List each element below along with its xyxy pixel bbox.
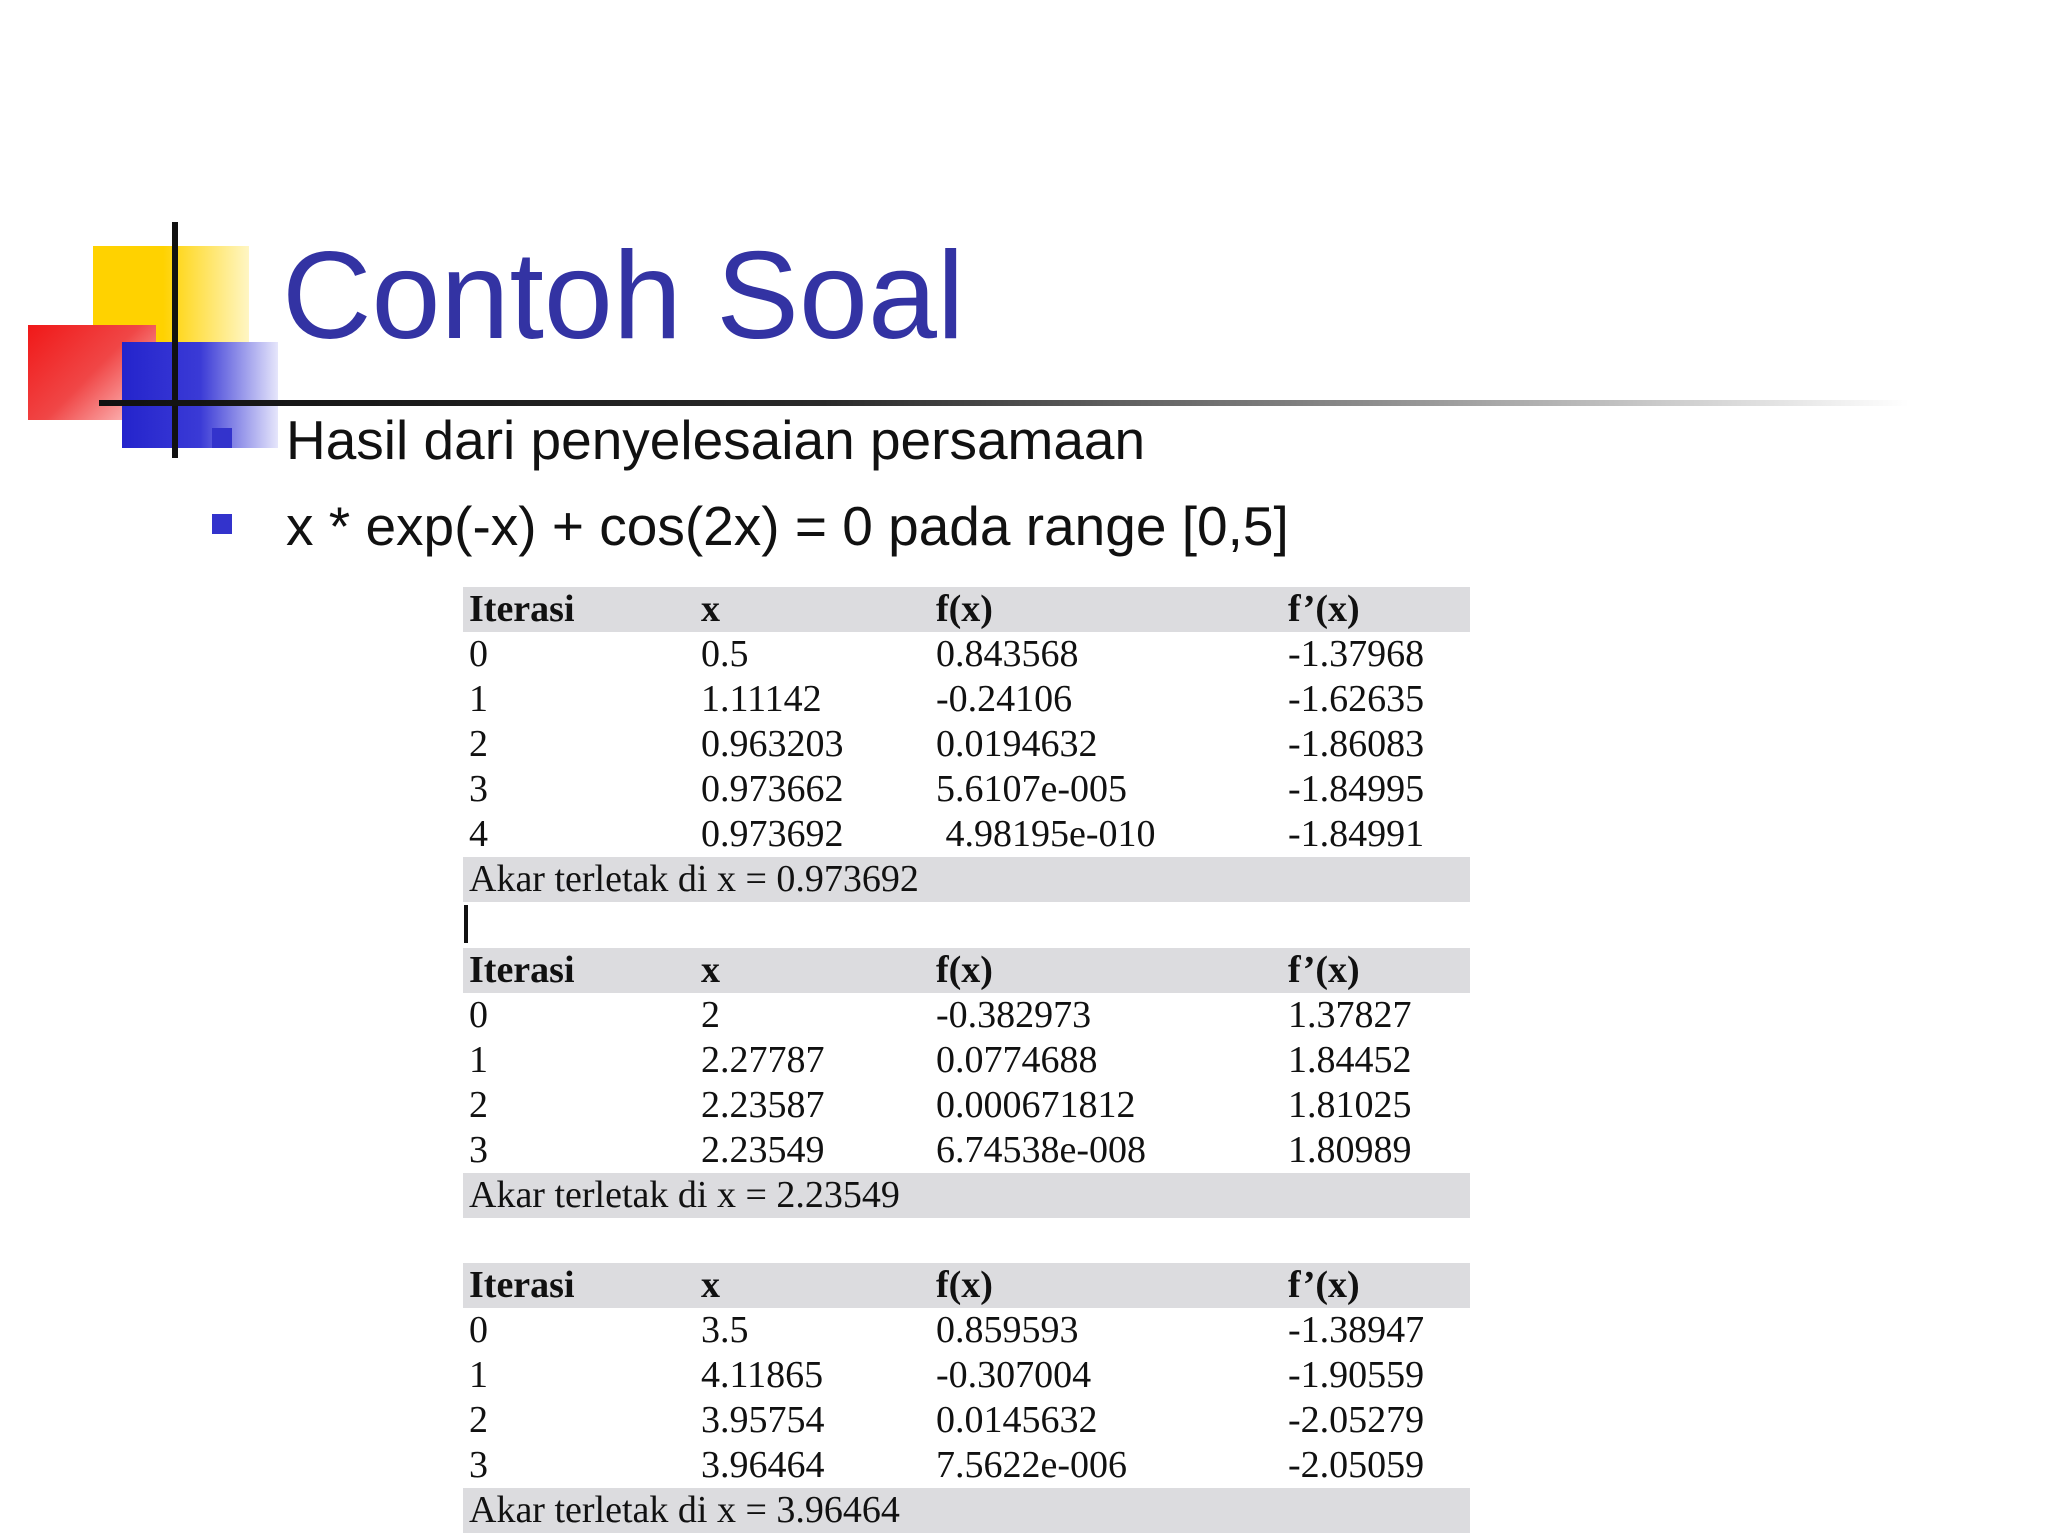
table-row — [463, 1083, 1470, 1128]
root-result-text: Akar terletak di x = 2.23549 — [469, 1174, 900, 1216]
table-header-row — [463, 948, 1470, 993]
table-cell: -0.382973 — [936, 994, 1092, 1036]
header-cell: f(x) — [936, 588, 993, 630]
bullet-square-icon — [212, 428, 232, 448]
table-cell: -0.24106 — [936, 678, 1073, 720]
table-cell: 1.81025 — [1288, 1084, 1412, 1126]
table-cell: -1.84995 — [1288, 768, 1425, 810]
header-cell: f’(x) — [1288, 1264, 1360, 1306]
table-cell: -1.37968 — [1288, 633, 1425, 675]
table-cell: 0.000671812 — [936, 1084, 1136, 1126]
bullet-square-icon — [212, 514, 232, 534]
table-cell: 3 — [469, 1444, 488, 1486]
table-cell: -1.38947 — [1288, 1309, 1425, 1351]
table-cell: 2 — [469, 723, 488, 765]
header-cell: f’(x) — [1288, 588, 1360, 630]
table-row — [463, 1038, 1470, 1083]
header-cell: x — [701, 1264, 720, 1306]
slide-title: Contoh Soal — [282, 227, 965, 365]
table-cell: -2.05059 — [1288, 1444, 1425, 1486]
table-cell: -1.62635 — [1288, 678, 1425, 720]
table-cell: 0.973692 — [701, 813, 844, 855]
table-cell: 1 — [469, 678, 488, 720]
header-cell: f(x) — [936, 949, 993, 991]
title-underline-rule — [99, 400, 1909, 406]
table-row — [463, 767, 1470, 812]
table-row — [463, 812, 1470, 857]
table-row — [463, 1398, 1470, 1443]
table-cell: 0.0145632 — [936, 1399, 1098, 1441]
table-cell: -2.05279 — [1288, 1399, 1425, 1441]
header-cell: Iterasi — [469, 588, 575, 630]
table-cell: 2 — [469, 1084, 488, 1126]
table-cell: 6.74538e-008 — [936, 1129, 1147, 1171]
table-header-row — [463, 1263, 1470, 1308]
table-cell: 4.11865 — [701, 1354, 824, 1396]
table-cell: 0.973662 — [701, 768, 844, 810]
header-cell: Iterasi — [469, 1264, 575, 1306]
logo-vertical-line — [172, 222, 178, 458]
table-cell: 0.843568 — [936, 633, 1079, 675]
table-row — [463, 1353, 1470, 1398]
table-cell: -1.84991 — [1288, 813, 1425, 855]
table-cell: 2.27787 — [701, 1039, 825, 1081]
table-cell: -1.90559 — [1288, 1354, 1425, 1396]
logo-blue-square — [122, 342, 278, 448]
root-result-text: Akar terletak di x = 0.973692 — [469, 858, 919, 900]
table-row — [463, 1128, 1470, 1173]
table-cell: 3.5 — [701, 1309, 749, 1351]
header-cell: Iterasi — [469, 949, 575, 991]
table-row — [463, 993, 1470, 1038]
table-cell: 2.23587 — [701, 1084, 825, 1126]
header-cell: x — [701, 949, 720, 991]
table-cell: 0.5 — [701, 633, 749, 675]
table-row — [463, 722, 1470, 767]
table-cell: 0 — [469, 1309, 488, 1351]
iteration-table — [463, 587, 1470, 902]
table-cell: 0.0194632 — [936, 723, 1098, 765]
table-row — [463, 632, 1470, 677]
table-cell: 1.80989 — [1288, 1129, 1412, 1171]
table-cell: 5.6107e-005 — [936, 768, 1128, 810]
table-cell: 2 — [469, 1399, 488, 1441]
table-row — [463, 1443, 1470, 1488]
table-cell: 3 — [469, 1129, 488, 1171]
table-header-row — [463, 587, 1470, 632]
table-cell: 4 — [469, 813, 488, 855]
bullet-text: Hasil dari penyelesaian persamaan — [286, 409, 1146, 471]
table-cell: 1.11142 — [701, 678, 822, 720]
table-cell: 0.859593 — [936, 1309, 1079, 1351]
table-cell: 1 — [469, 1039, 488, 1081]
header-cell: f’(x) — [1288, 949, 1360, 991]
root-result-text: Akar terletak di x = 3.96464 — [469, 1489, 900, 1531]
table-cell: 0.0774688 — [936, 1039, 1098, 1081]
table-cell: -1.86083 — [1288, 723, 1425, 765]
table-footer-row — [463, 1173, 1470, 1218]
header-cell: x — [701, 588, 720, 630]
table-cell: 0 — [469, 633, 488, 675]
table-footer-row — [463, 857, 1470, 902]
table-cell: 0.963203 — [701, 723, 844, 765]
table-cell: 4.98195e-010 — [936, 813, 1156, 855]
text-cursor — [464, 905, 468, 943]
table-cell: 1.84452 — [1288, 1039, 1412, 1081]
table-cell: -0.307004 — [936, 1354, 1092, 1396]
table-footer-row — [463, 1488, 1470, 1533]
table-cell: 1.37827 — [1288, 994, 1412, 1036]
table-cell: 3.96464 — [701, 1444, 825, 1486]
iteration-table — [463, 948, 1470, 1218]
table-cell: 3 — [469, 768, 488, 810]
table-cell: 7.5622e-006 — [936, 1444, 1128, 1486]
table-cell: 2.23549 — [701, 1129, 825, 1171]
table-cell: 0 — [469, 994, 488, 1036]
table-row — [463, 677, 1470, 722]
table-row — [463, 1308, 1470, 1353]
bullet-text: x * exp(-x) + cos(2x) = 0 pada range [0,5] — [286, 495, 1289, 557]
iteration-table — [463, 1263, 1470, 1533]
table-cell: 3.95754 — [701, 1399, 825, 1441]
table-cell: 2 — [701, 994, 720, 1036]
header-cell: f(x) — [936, 1264, 993, 1306]
table-cell: 1 — [469, 1354, 488, 1396]
